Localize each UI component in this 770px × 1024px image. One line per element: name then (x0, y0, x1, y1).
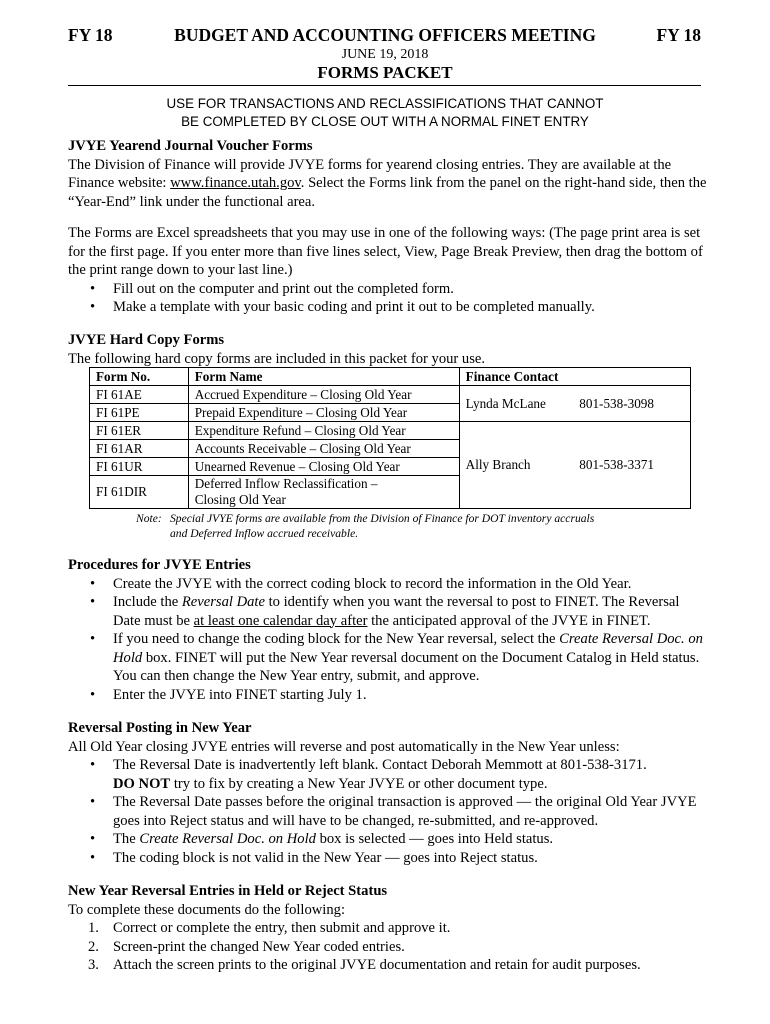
text: box. FINET will put the New Year reversal document on the Document Catalog in Held status. You can then change the New Year entry, submit, and approve. (113, 649, 700, 684)
contact-phone: 801-538-3371 (579, 457, 654, 472)
table-note (136, 511, 594, 541)
text: The Division of Finance will provide JVYE forms for yearend closing entries. They are available at the Finance website: (68, 156, 672, 191)
paragraph: All Old Year closing JVYE entries will reverse and post automatically in the New Year unless: (68, 738, 620, 755)
forms-table (89, 367, 691, 509)
text-italic: Reversal Date (181, 594, 265, 610)
fiscal-year-left: FY 18 (68, 25, 113, 45)
list-item (68, 756, 708, 793)
column-header: Finance Contact (459, 368, 690, 386)
form-name (188, 476, 459, 509)
list-item (68, 630, 708, 686)
text: The (113, 831, 140, 847)
list-item (68, 830, 708, 849)
text: The Reversal Date is inadvertently left blank. Contact Deborah Memmott at 801-538-3171. (113, 757, 647, 773)
section-heading: New Year Reversal Entries in Held or Reject Status (68, 883, 388, 899)
form-name: Accounts Receivable – Closing Old Year (188, 440, 459, 458)
text: box is selected — goes into Held status. (315, 831, 554, 847)
list-item: • Create the JVYE with the correct coding block to record the information in the Old Year. (68, 575, 708, 594)
column-header: Form No. (90, 368, 189, 386)
fiscal-year-right: FY 18 (656, 25, 701, 45)
text-italic: Create Reversal Doc. on Hold (113, 631, 703, 666)
form-name: Expenditure Refund – Closing Old Year (188, 422, 459, 440)
step-number: 3. (88, 957, 99, 973)
text: If you need to change the coding block for the New Year reversal, select the (113, 631, 560, 647)
section-heading: Procedures for JVYE Entries (68, 557, 251, 573)
text: to identify when you want the reversal to post to FINET. The Reversal Date must be (113, 594, 680, 629)
text-underlined: at least one calendar day after (193, 612, 368, 629)
list-item: • The coding block is not valid in the New Year — goes into Reject status. (68, 849, 708, 868)
note-label: Note: (136, 512, 162, 525)
section-jvye-forms (68, 137, 708, 211)
step-number: 1. (88, 920, 99, 936)
text: Include the (113, 594, 182, 610)
text: try to fix by creating a New Year JVYE or other document type. (170, 775, 548, 792)
finance-contact (459, 422, 690, 509)
finance-contact (459, 386, 690, 422)
step-text: Attach the screen prints to the original JVYE documentation and retain for audit purposes. (113, 957, 641, 973)
form-number: FI 61PE (90, 404, 189, 422)
usage-notice-line: USE FOR TRANSACTIONS AND RECLASSIFICATIONS THAT CANNOT (166, 96, 604, 111)
column-header: Form Name (188, 368, 459, 386)
document-title: BUDGET AND ACCOUNTING OFFICERS MEETING (174, 25, 596, 45)
list-item (68, 956, 708, 975)
paragraph: The following hard copy forms are included in this packet for your use. (68, 350, 486, 367)
step-text: Screen-print the changed New Year coded entries. (113, 938, 405, 955)
contact-name: Ally Branch (465, 457, 531, 472)
section-heading: JVYE Yearend Journal Voucher Forms (68, 138, 313, 154)
list-item (68, 919, 708, 938)
section-jvye-forms-usage (68, 224, 708, 317)
section-heading: JVYE Hard Copy Forms (68, 332, 225, 348)
section-new-year-reversal (68, 882, 708, 975)
usage-notice (0, 95, 770, 131)
forms-packet-title: FORMS PACKET (317, 63, 453, 82)
header-divider (68, 85, 701, 86)
contact-phone: 801-538-3098 (579, 395, 654, 411)
text: . Select the Forms link from the panel on the right-hand side, then the “Year-End” link under the functional area. (68, 175, 707, 210)
note-text: and Deferred Inflow accrued receivable. (170, 527, 359, 540)
section-procedures (68, 556, 708, 704)
form-number: FI 61AR (90, 440, 189, 458)
form-name: Accrued Expenditure – Closing Old Year (188, 386, 459, 404)
contact-name: Lynda McLane (465, 395, 546, 411)
text: the anticipated approval of the JVYE in FINET. (367, 612, 651, 629)
list-item (68, 593, 708, 630)
section-hard-copy-forms (68, 331, 708, 368)
section-heading: Reversal Posting in New Year (68, 720, 252, 736)
form-name-line: Closing Old Year (194, 492, 286, 507)
step-text: Correct or complete the entry, then submit and approve it. (113, 920, 451, 936)
list-item: • Enter the JVYE into FINET starting July 1. (68, 686, 708, 705)
paragraph: The Forms are Excel spreadsheets that you may use in one of the following ways: (The page print area is set for the first page. If you enter more than five lines select, View, Page Break Preview, then drag the bottom of the print range down to your last line.) (68, 225, 703, 278)
paragraph (68, 156, 708, 212)
table-header-row (90, 368, 691, 386)
finance-website-link[interactable]: www.finance.utah.gov (170, 175, 301, 191)
list-item: • The Reversal Date passes before the original transaction is approved — the original Old Year JVYE goes into Reject status and will have to be changed, re-submitted, and re-approved. (68, 793, 708, 830)
bullet-list (68, 575, 708, 705)
section-reversal-posting (68, 719, 708, 867)
form-number: FI 61DIR (90, 476, 189, 509)
list-item: • Fill out on the computer and print out the completed form. (68, 280, 708, 299)
table-row (90, 386, 691, 404)
text-italic: Create Reversal Doc. on Hold (139, 831, 316, 847)
meeting-date: JUNE 19, 2018 (341, 47, 429, 62)
form-name-line: Deferred Inflow Reclassification – (194, 476, 378, 491)
note-text: Special JVYE forms are available from the Division of Finance for DOT inventory accruals (170, 512, 595, 525)
table-row (90, 422, 691, 440)
usage-notice-line: BE COMPLETED BY CLOSE OUT WITH A NORMAL FINET ENTRY (181, 114, 589, 129)
text-bold: DO NOT (113, 775, 171, 792)
list-item (68, 938, 708, 957)
numbered-list (68, 919, 708, 975)
form-number: FI 61UR (90, 458, 189, 476)
form-number: FI 61ER (90, 422, 189, 440)
form-name: Unearned Revenue – Closing Old Year (188, 458, 459, 476)
paragraph: To complete these documents do the following: (68, 901, 346, 918)
step-number: 2. (88, 938, 99, 955)
list-item: • Make a template with your basic coding and print it out to be completed manually. (68, 298, 708, 317)
form-name: Prepaid Expenditure – Closing Old Year (188, 404, 459, 422)
form-number: FI 61AE (90, 386, 189, 404)
bullet-list (68, 280, 708, 317)
bullet-list (68, 756, 708, 867)
